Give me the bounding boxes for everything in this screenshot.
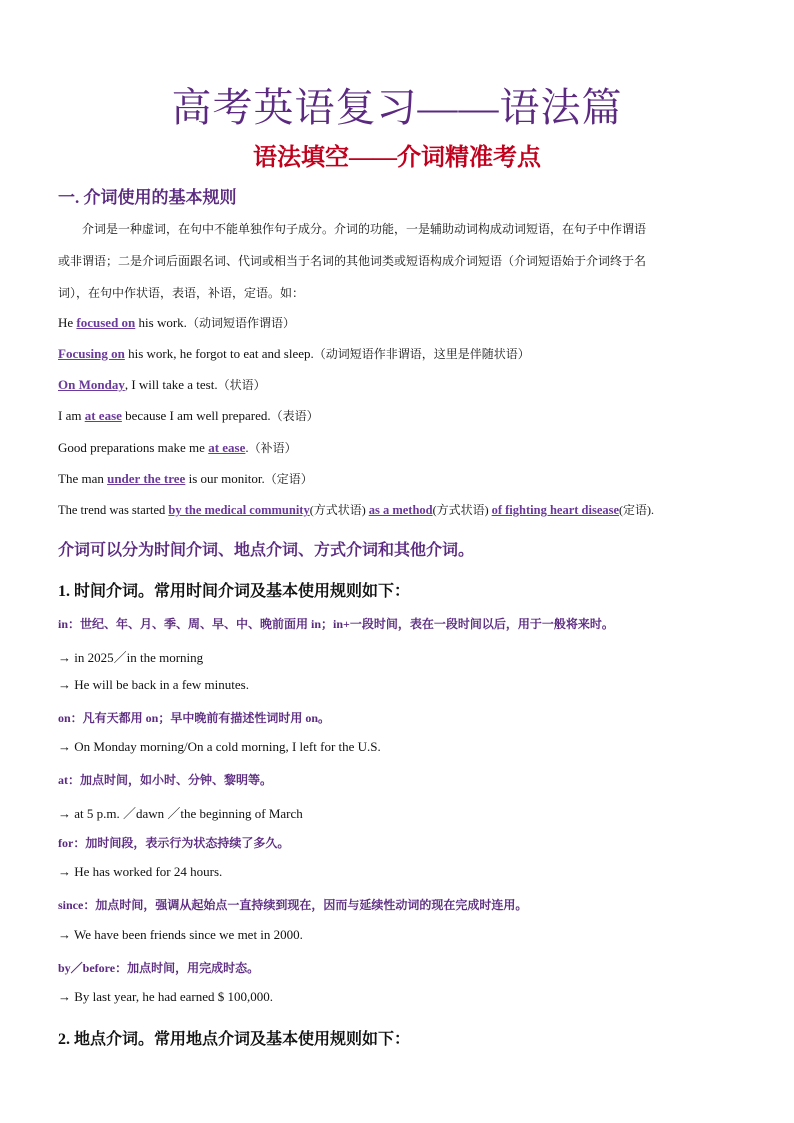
example-sentence	[58, 439, 297, 456]
example-note: （状语）	[217, 378, 266, 392]
example-line: → at 5 p.m. ／dawn ／the beginning of March	[58, 806, 303, 821]
example-phrase: Focusing on	[58, 346, 125, 361]
example-sentence	[58, 470, 313, 487]
example-note: （表语）	[270, 409, 319, 423]
example-phrase: as a method	[368, 503, 433, 517]
intro-line: 或非谓语；二是介词后面跟名词、代词或相当于名词的其他词类或短语构成介词短语（介词短语始于介词终于名	[58, 254, 647, 268]
example-note: （补语）	[248, 441, 297, 455]
example-sentence	[58, 407, 319, 424]
intro-line: 词），在句中作状语，表语，补语，定语。如：	[58, 286, 305, 300]
example-text: his work.	[135, 315, 187, 330]
example-text: He	[58, 315, 77, 330]
example-sentence	[58, 345, 530, 362]
example-phrase: focused on	[76, 315, 136, 330]
classification-heading: 介词可以分为时间介词、地点介词、方式介词和其他介词。	[58, 542, 475, 559]
rule-in: in：世纪、年、月、季、周、早、中、晚前面用 in；in+一段时间，表在一段时间以后，用于一般将来时。	[58, 617, 614, 631]
example-note: (定语).	[619, 503, 655, 517]
intro-line: 介词是一种虚词，在句中不能单独作句子成分。介词的功能，一是辅助动词构成动词短语，在句子中作谓语	[82, 222, 647, 236]
example-line: → He has worked for 24 hours.	[58, 864, 223, 879]
trend-sentence	[58, 501, 654, 518]
example-note: (方式状语)	[309, 503, 369, 517]
example-phrase: of fighting heart disease	[491, 503, 620, 517]
example-phrase: under the tree	[107, 471, 186, 486]
example-phrase: at ease	[84, 408, 122, 423]
example-note: （动词短语作谓语）	[186, 316, 295, 330]
example-line: → By last year, he had earned $ 100,000.	[58, 989, 274, 1004]
rule-since: since：加点时间，强调从起始点一直持续到现在，因而与延续性动词的现在完成时连用。	[58, 898, 528, 912]
place-section-heading: 2. 地点介词。常用地点介词及基本使用规则如下：	[58, 1031, 411, 1048]
example-phrase: On Monday	[58, 377, 125, 392]
section-heading: 一. 介词使用的基本规则	[58, 188, 237, 207]
example-text: is our monitor.	[185, 471, 265, 486]
example-text: The trend was started	[58, 503, 169, 517]
example-line: → On Monday morning/On a cold morning, I left for the U.S.	[58, 739, 381, 754]
example-text: Good preparations make me	[58, 440, 209, 455]
example-line: → We have been friends since we met in 2000.	[58, 927, 303, 942]
sub-title: 语法填空——介词精准考点	[253, 145, 541, 171]
example-text: because I am well prepared.	[121, 408, 271, 423]
rule-by-before: by／before：加点时间，用完成时态。	[58, 961, 260, 975]
example-note: （定语）	[264, 472, 313, 486]
example-sentence	[58, 376, 266, 393]
example-sentence	[58, 314, 295, 331]
rule-on: on：凡有天都用 on；早中晚前有描述性词时用 on。	[58, 711, 331, 725]
time-section-heading: 1. 时间介词。常用时间介词及基本使用规则如下：	[58, 583, 411, 600]
example-text: his work, he forgot to eat and sleep.	[124, 346, 314, 361]
example-text: .	[245, 440, 249, 455]
example-text: , I will take a test.	[124, 377, 218, 392]
example-note: （动词短语作非谓语，这里是伴随状语）	[313, 347, 530, 361]
example-line: → in 2025／in the morning	[58, 650, 204, 665]
example-phrase: at ease	[208, 440, 246, 455]
rule-for: for：加时间段，表示行为状态持续了多久。	[58, 836, 290, 850]
example-line: → He will be back in a few minutes.	[58, 677, 249, 692]
rule-at: at：加点时间，如小时、分钟、黎明等。	[58, 773, 272, 787]
example-text: The man	[58, 471, 108, 486]
example-text: I am	[58, 408, 85, 423]
example-phrase: by the medical community	[168, 503, 310, 517]
main-title: 高考英语复习——语法篇	[171, 85, 623, 130]
example-note: (方式状语)	[432, 503, 492, 517]
